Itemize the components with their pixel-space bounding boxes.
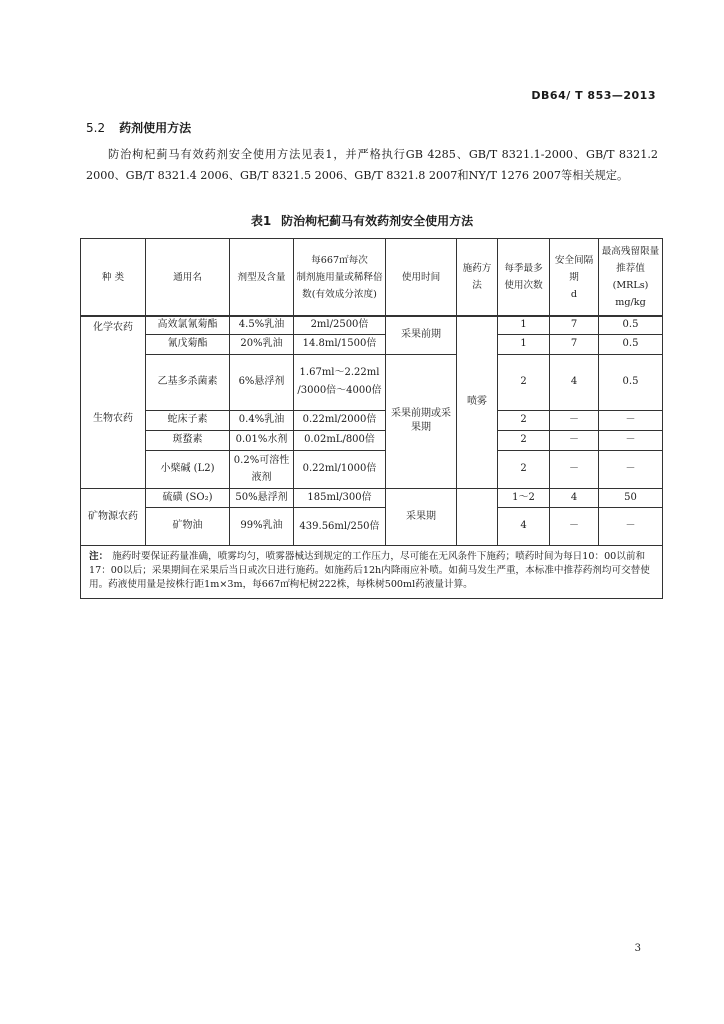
table-row-name: 乙基多杀菌素 — [146, 354, 230, 410]
table-row-dosage: 185ml/300倍 — [294, 488, 386, 507]
header-dosage-line1: 每667㎡每次 — [311, 254, 368, 266]
header-interval-unit: d — [570, 288, 578, 300]
table-row-name: 氰戊菊酯 — [146, 334, 230, 354]
table-note — [81, 545, 663, 598]
table-row-interval: 4 — [550, 354, 599, 410]
table-row-mrl: － — [599, 430, 663, 450]
header-method: 施药方法 — [457, 239, 498, 317]
table-row-dosage: 0.22ml/1000倍 — [294, 450, 386, 488]
standard-code: DB64/ T 853—2013 — [531, 89, 656, 102]
table-row-mrl: － — [599, 450, 663, 488]
table-note-text: 施药时要保证药量准确，喷雾均匀，喷雾器械达到规定的工作压力，尽可能在无风条件下施药；喷药时间为每日10：00以前和17：00以后；采果期间在采果后当日或次日进行施药。如施药后12h内降雨应补喷。如蓟马发生严重，本标准中推荐药剂均可交替使用。药液使用量是按株行距1m×3m，每667㎡枸杞树222株，每株树500ml药液量计算。 — [89, 550, 650, 590]
table-row-times: 2 — [498, 354, 550, 410]
table-row-times: 2 — [498, 450, 550, 488]
table-row-mrl: 0.5 — [599, 334, 663, 354]
header-interval-label: 安全间隔期 — [554, 254, 594, 283]
table-row-interval: － — [550, 410, 599, 430]
header-mrl-unit: mg/kg — [615, 297, 646, 308]
header-mrl-label: 最高残留限量推荐值 — [601, 246, 660, 274]
table-row-dosage: 1.67ml～2.22ml /3000倍～4000倍 — [294, 354, 386, 410]
header-common-name: 通用名 — [146, 239, 230, 317]
method-spray: 喷雾 — [457, 316, 498, 488]
table-row-formulation: 4.5%乳油 — [230, 316, 294, 334]
header-interval — [550, 239, 599, 317]
table-row-formulation: 0.4%乳油 — [230, 410, 294, 430]
category-biological: 生物农药 — [81, 410, 146, 488]
table-row-interval: 4 — [550, 488, 599, 507]
header-timing: 使用时间 — [386, 239, 457, 317]
table-row-mrl: － — [599, 410, 663, 430]
method-blank — [457, 488, 498, 545]
header-mrl — [599, 239, 663, 317]
table-row-name: 硫磺 (SO₂) — [146, 488, 230, 507]
header-dosage — [294, 239, 386, 317]
table-row-times: 1～2 — [498, 488, 550, 507]
table-row-interval: － — [550, 507, 599, 545]
table-row-name: 小檗碱 (L2) — [146, 450, 230, 488]
table-row-mrl: 0.5 — [599, 316, 663, 334]
category-chemical: 化学农药 — [81, 316, 146, 410]
table-caption — [0, 212, 724, 229]
header-category: 种 类 — [81, 239, 146, 317]
table-row-formulation: 20%乳油 — [230, 334, 294, 354]
table-row-dosage: 0.02mL/800倍 — [294, 430, 386, 450]
header-formulation: 剂型及含量 — [230, 239, 294, 317]
table-row-interval: － — [550, 450, 599, 488]
table-row-dosage: 0.22ml/2000倍 — [294, 410, 386, 430]
table-row-dosage: 2ml/2500倍 — [294, 316, 386, 334]
page-number: 3 — [634, 943, 641, 954]
header-mrl-abbr: (MRLs) — [612, 280, 649, 291]
timing-pre-harvest: 采果前期 — [386, 316, 457, 354]
table-row-name: 蛇床子素 — [146, 410, 230, 430]
table-row-times: 1 — [498, 334, 550, 354]
table-row-interval: 7 — [550, 316, 599, 334]
pesticide-table — [80, 238, 663, 599]
section-number: 5.2 — [86, 121, 106, 135]
table-row-mrl: 0.5 — [599, 354, 663, 410]
section-paragraph: 防治枸杞蓟马有效药剂安全使用方法见表1，并严格执行GB 4285、GB/T 8321.1-2000、GB/T 8321.2 2000、GB/T 8321.4 2006、GB/T 8321.5 2006、GB/T 8321.8 2007和NY/T 1276 2007等相关规定。 — [86, 148, 658, 182]
table-row-formulation: 99%乳油 — [230, 507, 294, 545]
table-row-dosage: 14.8ml/1500倍 — [294, 334, 386, 354]
table-caption-title: 防治枸杞蓟马有效药剂安全使用方法 — [281, 214, 474, 228]
table-caption-number: 表1 — [250, 214, 272, 228]
table-row-formulation: 0.01%水剂 — [230, 430, 294, 450]
header-dosage-line2: 制剂施用量或稀释倍数(有效成分浓度) — [296, 271, 383, 300]
table-note-label: 注： — [89, 550, 109, 562]
section-title: 药剂使用方法 — [119, 121, 192, 135]
table-row-formulation: 50%悬浮剂 — [230, 488, 294, 507]
category-mineral: 矿物源农药 — [81, 488, 146, 545]
table-row-mrl: 50 — [599, 488, 663, 507]
table-row-name: 斑蝥素 — [146, 430, 230, 450]
timing-pre-or-during: 采果前期或采果期 — [386, 354, 457, 488]
table-row-times: 2 — [498, 430, 550, 450]
table-row-interval: － — [550, 430, 599, 450]
table-row-formulation: 6%悬浮剂 — [230, 354, 294, 410]
table-row-interval: 7 — [550, 334, 599, 354]
table-row-mrl: － — [599, 507, 663, 545]
section-heading — [86, 119, 191, 136]
table-row-formulation: 0.2%可溶性液剂 — [230, 450, 294, 488]
header-max-times: 每季最多使用次数 — [498, 239, 550, 317]
table-row-times: 1 — [498, 316, 550, 334]
table-row-dosage: 439.56ml/250倍 — [294, 507, 386, 545]
table-row-times: 4 — [498, 507, 550, 545]
table-row-name: 矿物油 — [146, 507, 230, 545]
timing-during: 采果期 — [386, 488, 457, 545]
table-row-name: 高效氯氰菊酯 — [146, 316, 230, 334]
table-row-times: 2 — [498, 410, 550, 430]
